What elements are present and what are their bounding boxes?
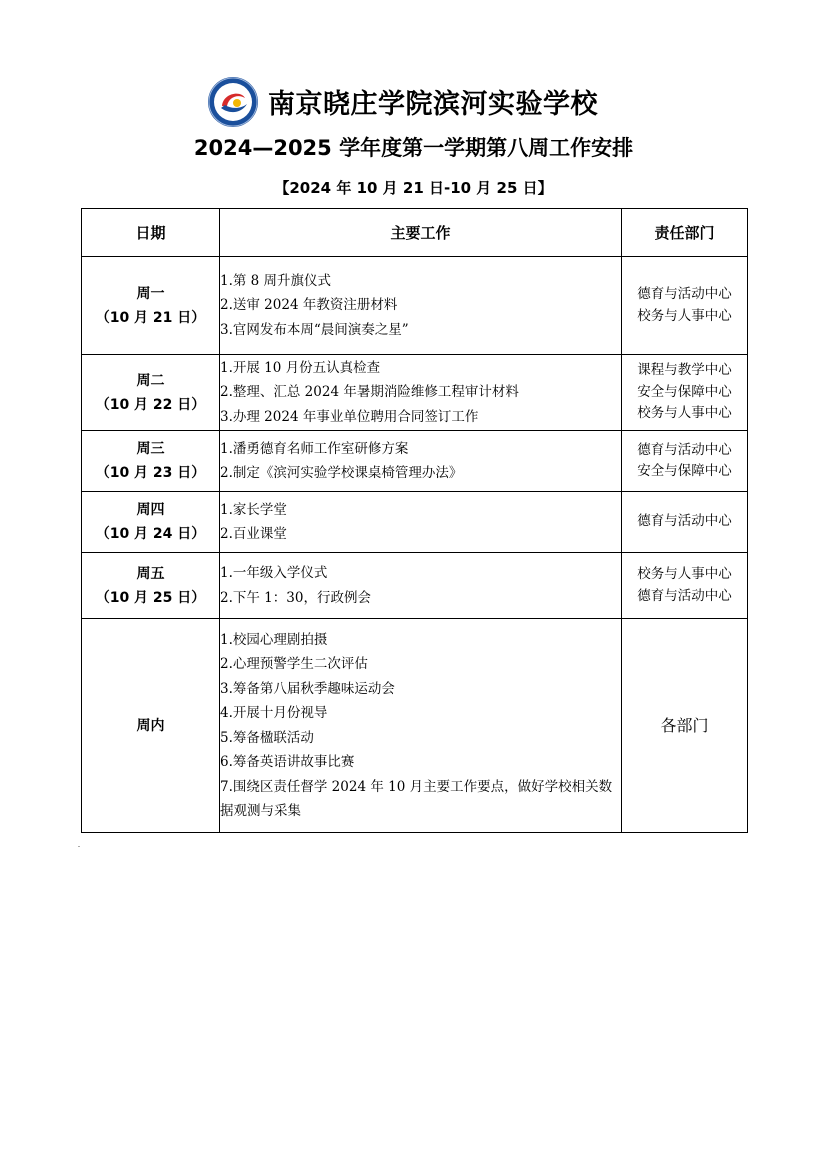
- dept-cell: [622, 431, 748, 492]
- day-label: 周一: [136, 285, 165, 302]
- dept-item: 德育与活动中心: [637, 441, 732, 458]
- day-label: 周五: [136, 565, 165, 582]
- day-label: 周二: [136, 372, 165, 389]
- task-item: 5.筹备楹联活动: [220, 729, 314, 746]
- day-label: 周四: [136, 502, 165, 518]
- dept-item: 校务与人事中心: [637, 307, 732, 324]
- table-row: [82, 619, 748, 833]
- task-item: 1.家长学堂: [220, 501, 287, 518]
- day-date: （10 月 23 日）: [95, 465, 206, 481]
- task-item: 2.制定《滨河实验学校课桌椅管理办法》: [220, 465, 463, 481]
- task-item: 2.下午 1：30，行政例会: [220, 589, 371, 606]
- dept-item: 各部门: [660, 715, 709, 735]
- task-item: 2.整理、汇总 2024 年暑期消险维修工程审计材料: [220, 384, 519, 401]
- day-label: 周内: [136, 717, 165, 734]
- header-dept: 责任部门: [622, 209, 748, 257]
- dept-cell: [622, 553, 748, 619]
- dept-cell: [622, 619, 748, 833]
- dept-item: 校务与人事中心: [637, 566, 732, 582]
- dept-cell: [622, 355, 748, 431]
- school-name: 南京晓庄学院滨河实验学校: [268, 89, 598, 120]
- dept-item: 德育与活动中心: [637, 286, 732, 302]
- tasks-cell: [220, 431, 622, 492]
- task-item: 1.校园心理剧拍摄: [220, 631, 328, 648]
- school-logo-icon: [207, 76, 259, 128]
- task-item: 1.一年级入学仪式: [220, 565, 328, 581]
- document-header: [0, 70, 827, 134]
- task-item: 3.办理 2024 年事业单位聘用合同签订工作: [220, 408, 479, 425]
- day-cell: [82, 257, 220, 355]
- task-item: 1.第 8 周升旗仪式: [220, 272, 332, 289]
- dept-item: 课程与教学中心: [637, 362, 732, 379]
- table-row: [82, 553, 748, 619]
- date-range: 【2024 年 10 月 21 日-10 月 25 日】: [274, 179, 553, 197]
- dept-cell: [622, 257, 748, 355]
- header-date: 日期: [82, 209, 220, 257]
- day-cell: [82, 355, 220, 431]
- day-date: （10 月 22 日）: [95, 396, 206, 413]
- table-row: [82, 355, 748, 431]
- table-row: [82, 492, 748, 553]
- task-item: 3.官网发布本周“晨间演奏之星”: [220, 321, 409, 338]
- task-item: 4.开展十月份视导: [220, 705, 328, 721]
- task-item: 2.送审 2024 年教资注册材料: [220, 297, 398, 314]
- tasks-cell: [220, 492, 622, 553]
- table-row: [82, 431, 748, 492]
- day-cell: [82, 492, 220, 553]
- day-cell: [82, 553, 220, 619]
- task-item: 6.筹备英语讲故事比赛: [220, 754, 355, 770]
- day-cell: [82, 619, 220, 833]
- schedule-table: [81, 208, 748, 833]
- task-item: 7.围绕区责任督学 2024 年 10 月主要工作要点，做好学校相关数据观测与采集: [220, 778, 613, 819]
- task-item: 2.百业课堂: [220, 526, 287, 542]
- dept-item: 校务与人事中心: [637, 405, 732, 422]
- day-date: （10 月 24 日）: [95, 526, 206, 542]
- page-mark: [78, 846, 80, 847]
- tasks-cell: [220, 619, 622, 833]
- task-item: 1.开展 10 月份五认真检查: [220, 359, 381, 376]
- day-cell: [82, 431, 220, 492]
- task-item: 2.心理预警学生二次评估: [220, 656, 368, 672]
- table-header-row: [82, 209, 748, 257]
- dept-cell: [622, 492, 748, 553]
- day-date: （10 月 25 日）: [95, 589, 206, 606]
- table-row: [82, 257, 748, 355]
- dept-item: 德育与活动中心: [637, 587, 732, 604]
- task-item: 1.潘勇德育名师工作室研修方案: [220, 440, 409, 457]
- day-label: 周三: [136, 441, 165, 457]
- schedule-title: 2024—2025 学年度第一学期第八周工作安排: [193, 136, 634, 160]
- tasks-cell: [220, 257, 622, 355]
- tasks-cell: [220, 553, 622, 619]
- dept-item: 安全与保障中心: [637, 383, 732, 400]
- header-work: 主要工作: [220, 209, 622, 257]
- dept-item: 德育与活动中心: [637, 513, 732, 530]
- day-date: （10 月 21 日）: [95, 309, 206, 326]
- tasks-cell: [220, 355, 622, 431]
- task-item: 3.筹备第八届秋季趣味运动会: [220, 680, 395, 697]
- dept-item: 安全与保障中心: [637, 463, 732, 479]
